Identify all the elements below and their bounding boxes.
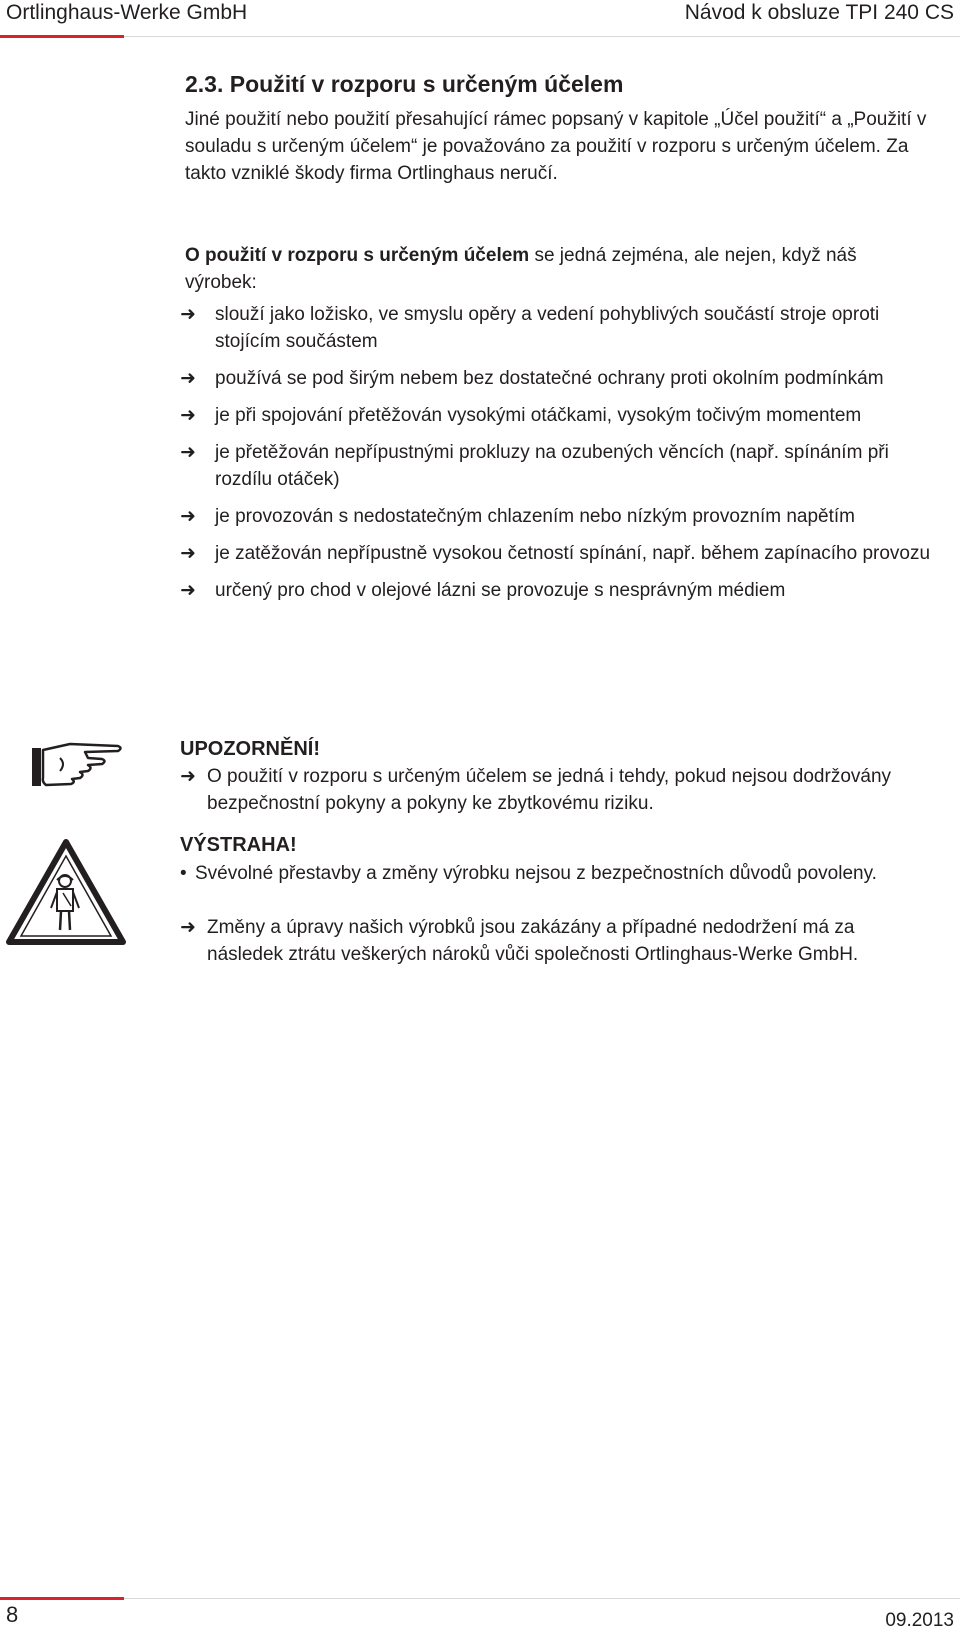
list-item-text: určený pro chod v olejové lázni se provozuje s nesprávným médiem [215,580,786,601]
page-number: 8 [6,1602,19,1627]
section-intro: Jiné použití nebo použití přesahující rámec popsaný v kapitole „Účel použití“ a „Použití v souladu s určeným účelem“ je považováno za použití v rozporu s určeným účelem. Za takto vzniklé škody firma Ortlinghaus neručí. [185,109,927,184]
list-item-text: je při spojování přetěžován vysokými otáčkami, vysokým točivým momentem [215,405,862,426]
list-item [180,503,935,530]
notice-block [180,763,935,817]
notice-line [180,763,935,817]
arrow-icon: ➜ [180,405,196,426]
arrow-icon: ➜ [180,543,196,564]
arrow-icon: ➜ [180,917,196,938]
arrow-icon: ➜ [180,580,196,601]
warning-bullet-block [180,860,935,887]
arrow-icon: ➜ [180,304,196,325]
arrow-icon: ➜ [180,368,196,389]
warning-arrow-line [180,914,935,968]
header-accent-bar [0,35,124,38]
bullet-icon: • [180,863,187,884]
list-item [180,402,935,429]
list-item-text: je provozován s nedostatečným chlazením nebo nízkým provozním napětím [215,506,855,527]
list-item [180,577,935,604]
header-doc-title: Návod k obsluze TPI 240 CS [684,1,954,24]
warning-bullet-line [180,860,935,887]
section-heading: 2.3. Použití v rozporu s určeným účelem [185,71,624,97]
arrow-icon: ➜ [180,766,196,787]
arrow-icon: ➜ [180,506,196,527]
list-item-text: je zatěžován nepřípustně vysokou četností spínání, např. během zapínacího provozu [215,543,931,564]
misuse-list [180,301,935,614]
warning-bullet-text: Svévolné přestavby a změny výrobku nejsou z bezpečnostních důvodů povoleny. [195,863,877,884]
header-company: Ortlinghaus-Werke GmbH [6,1,248,24]
list-item [180,365,935,392]
list-item-text: používá se pod širým nebem bez dostatečné ochrany proti okolním podmínkám [215,368,884,389]
warning-title: VÝSTRAHA! [180,834,297,856]
intro-2-bold: O použití v rozporu s určeným účelem [185,245,530,266]
footer-rule [0,1598,960,1599]
arrow-icon: ➜ [180,442,196,463]
list-item [180,301,935,355]
intro-2-rest: se jedná zejména, ale nejen, když náš výrobek: [185,245,857,293]
warning-triangle-icon [5,838,127,948]
list-item-text: je přetěžován nepřípustnými prokluzy na ozubených věncích (např. spínáním při rozdílu otáček) [215,442,889,490]
notice-title: UPOZORNĚNÍ! [180,738,320,760]
footer-date: 09.2013 [885,1610,954,1631]
list-item [180,439,935,493]
warning-arrow-text: Změny a úpravy našich výrobků jsou zakázány a případné nedodržení má za následek ztrátu veškerých nároků vůči společnosti Ortlinghaus-Werke GmbH. [207,917,859,965]
notice-text: O použití v rozporu s určeným účelem se jedná i tehdy, pokud nejsou dodržovány bezpečnostní pokyny a pokyny ke zbytkovému riziku. [207,766,892,814]
list-item-text: slouží jako ložisko, ve smyslu opěry a vedení pohyblivých součástí stroje oproti stojícím součástem [215,304,880,352]
section-intro-2 [185,242,930,296]
warning-arrow-block [180,914,935,968]
pointing-hand-icon [30,738,125,796]
header-rule [0,36,960,37]
list-item [180,540,935,567]
footer-accent-bar [0,1597,124,1600]
